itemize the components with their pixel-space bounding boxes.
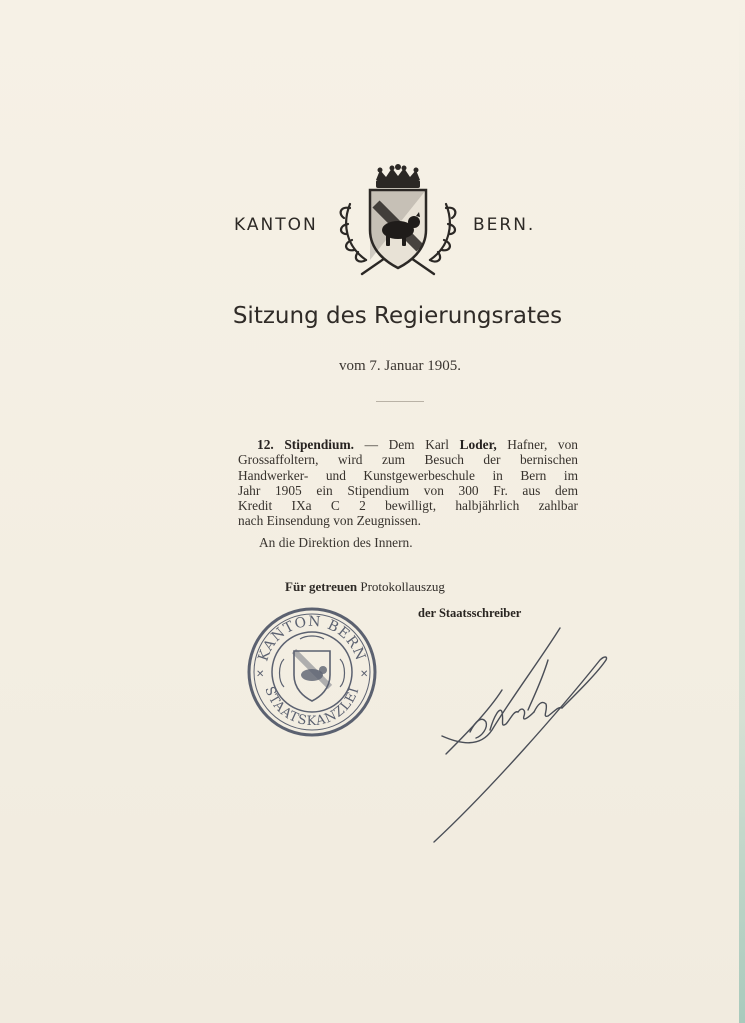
recipient-name: Loder,	[459, 437, 497, 452]
certification-prefix: Für getreuen	[285, 579, 358, 594]
addressee: An die Direktion des Innern.	[259, 535, 413, 550]
page-title: Sitzung des Regierungsrates	[232, 303, 563, 329]
resolution-number: 12.	[257, 437, 274, 452]
resolution-paragraph	[238, 437, 578, 529]
svg-text:✕: ✕	[360, 669, 369, 680]
resolution-line-1-post: Hafner, von	[496, 437, 578, 452]
certification-line	[285, 579, 445, 595]
handwritten-signature-icon	[430, 620, 620, 850]
svg-text:✕: ✕	[256, 669, 265, 680]
bern-coat-of-arms-icon	[336, 164, 460, 282]
svg-text:STAATSKANZLEI: STAATSKANZLEI	[261, 684, 363, 730]
paper-edge	[739, 0, 745, 1023]
svg-text:KANTON BERN: KANTON BERN	[255, 613, 369, 664]
resolution-line-1-pre: Dem Karl	[388, 437, 460, 452]
resolution-line-2: Grossaffoltern, wird zum Besuch der bernischen	[238, 452, 578, 468]
staatskanzlei-seal-icon	[244, 605, 380, 739]
resolution-line-4: Jahr 1905 ein Stipendium von 300 Fr. aus dem	[238, 482, 578, 498]
signatory-title: der Staatsschreiber	[418, 606, 522, 620]
session-date: vom 7. Januar 1905.	[338, 358, 462, 374]
certification-suffix: Protokollauszug	[360, 579, 445, 594]
resolution-heading: Stipendium.	[284, 437, 354, 452]
resolution-line-1	[238, 437, 578, 452]
resolution-dash: —	[364, 437, 378, 452]
resolution-line-3: Handwerker- und Kunstgewerbeschule in Bern im	[238, 467, 578, 483]
header-kanton: KANTON	[234, 215, 318, 235]
header-bern: BERN.	[473, 215, 536, 235]
divider	[376, 401, 424, 402]
resolution-line-6: nach Einsendung von Zeugnissen.	[238, 513, 421, 529]
resolution-line-5: Kredit IXa C 2 bewilligt, halbjährlich zahlbar	[238, 498, 578, 514]
